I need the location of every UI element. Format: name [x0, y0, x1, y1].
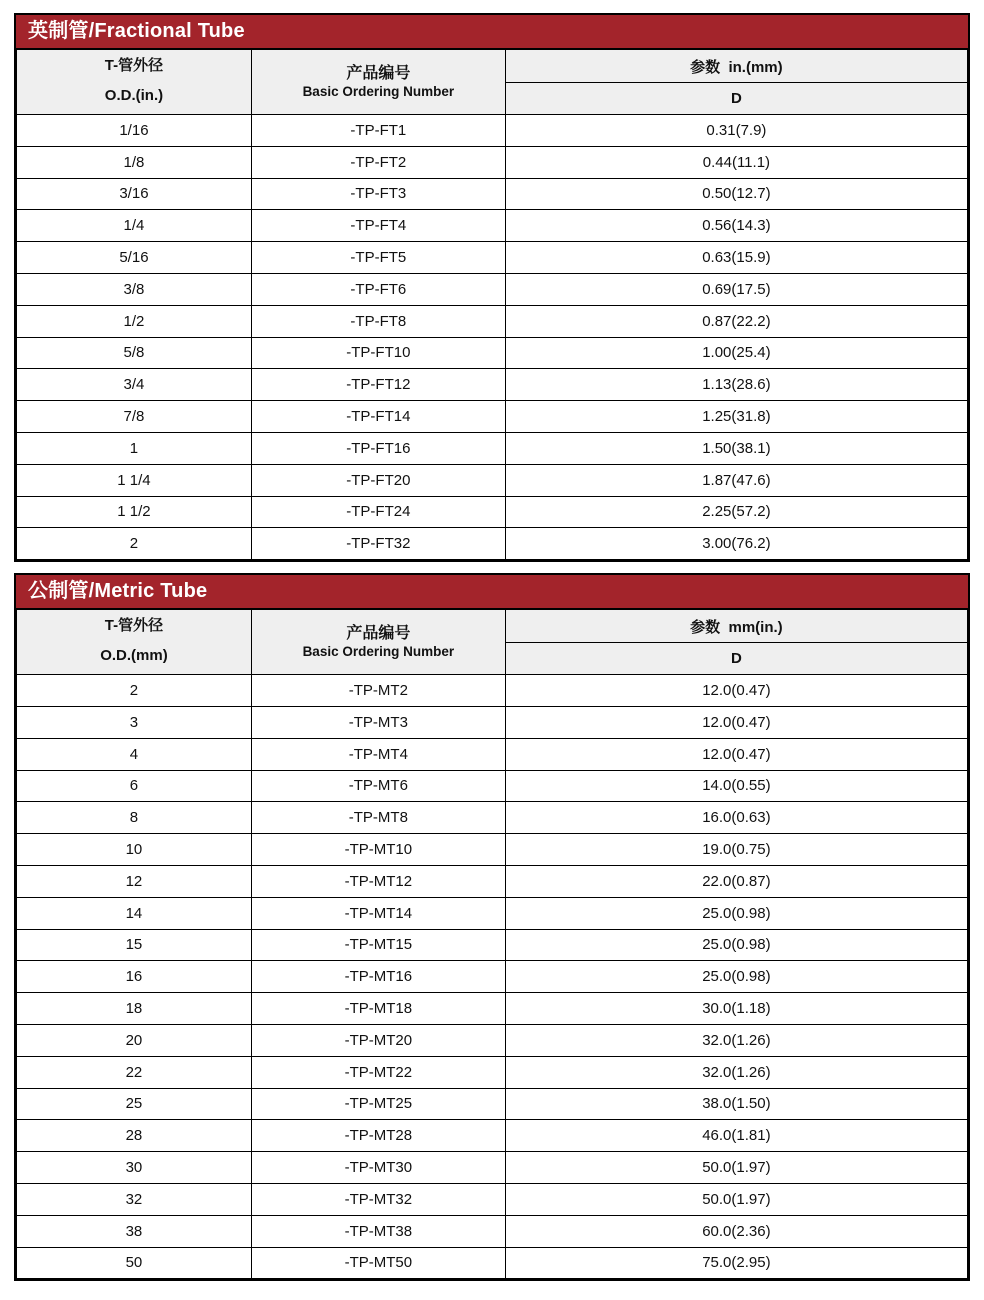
- table-row: [17, 401, 968, 433]
- param-d-cell: 60.0(2.36): [505, 1215, 967, 1247]
- fractional-tube-rows: [17, 115, 968, 560]
- param-d-cell: 32.0(1.26): [505, 1024, 967, 1056]
- metric-tube-rows: [17, 675, 968, 1279]
- od-cell: 14: [17, 897, 252, 929]
- param-d-cell: 12.0(0.47): [505, 675, 967, 707]
- table-row: [17, 1247, 968, 1279]
- table-row: [17, 929, 968, 961]
- param-d-cell: 0.31(7.9): [505, 115, 967, 147]
- ordering-number-cell: -TP-MT4: [251, 738, 505, 770]
- od-cell: 18: [17, 993, 252, 1025]
- table-row: [17, 242, 968, 274]
- fractional-tube-section: [14, 13, 970, 562]
- param-d-cell: 12.0(0.47): [505, 738, 967, 770]
- table-row: [17, 178, 968, 210]
- od-cell: 15: [17, 929, 252, 961]
- table-row: [17, 337, 968, 369]
- ordering-number-cell: -TP-MT16: [251, 961, 505, 993]
- od-cell: 3/16: [17, 178, 252, 210]
- table-row: [17, 305, 968, 337]
- ordering-number-cell: -TP-FT5: [251, 242, 505, 274]
- od-cell: 1/2: [17, 305, 252, 337]
- param-d-cell: 75.0(2.95): [505, 1247, 967, 1279]
- param-d-cell: 0.87(22.2): [505, 305, 967, 337]
- od-cell: 3/4: [17, 369, 252, 401]
- header-od-unit: O.D.(in.): [104, 87, 164, 104]
- table-row: [17, 369, 968, 401]
- header-od-zh: T-管外径: [104, 617, 164, 635]
- table-row: [17, 273, 968, 305]
- header-param-d: D: [505, 643, 967, 675]
- ordering-number-cell: -TP-MT28: [251, 1120, 505, 1152]
- param-d-cell: 0.50(12.7): [505, 178, 967, 210]
- section-title-banner: 公制管/Metric Tube: [16, 575, 968, 609]
- od-cell: 1 1/2: [17, 496, 252, 528]
- ordering-number-cell: -TP-FT4: [251, 210, 505, 242]
- od-cell: 2: [17, 528, 252, 560]
- header-ordering-number-en: Basic Ordering Number: [302, 84, 455, 99]
- header-od-zh: T-管外径: [104, 57, 164, 74]
- od-cell: 3/8: [17, 273, 252, 305]
- param-d-cell: 25.0(0.98): [505, 929, 967, 961]
- ordering-number-cell: -TP-FT20: [251, 464, 505, 496]
- param-d-cell: 3.00(76.2): [505, 528, 967, 560]
- od-cell: 12: [17, 865, 252, 897]
- table-row: [17, 993, 968, 1025]
- ordering-number-cell: -TP-FT3: [251, 178, 505, 210]
- ordering-number-cell: -TP-FT2: [251, 146, 505, 178]
- table-row: [17, 528, 968, 560]
- header-ordering-number: [251, 610, 505, 675]
- od-cell: 22: [17, 1056, 252, 1088]
- param-d-cell: 1.25(31.8): [505, 401, 967, 433]
- ordering-number-cell: -TP-MT38: [251, 1215, 505, 1247]
- ordering-number-cell: -TP-MT50: [251, 1247, 505, 1279]
- od-cell: 1/16: [17, 115, 252, 147]
- table-row: [17, 961, 968, 993]
- param-d-cell: 0.56(14.3): [505, 210, 967, 242]
- param-d-cell: 25.0(0.98): [505, 961, 967, 993]
- od-cell: 50: [17, 1247, 252, 1279]
- param-d-cell: 0.69(17.5): [505, 273, 967, 305]
- param-d-cell: 0.44(11.1): [505, 146, 967, 178]
- od-cell: 38: [17, 1215, 252, 1247]
- ordering-number-cell: -TP-MT22: [251, 1056, 505, 1088]
- param-d-cell: 1.00(25.4): [505, 337, 967, 369]
- od-cell: 1: [17, 432, 252, 464]
- metric-tube-table: [16, 609, 968, 1279]
- od-cell: 1/4: [17, 210, 252, 242]
- param-d-cell: 1.50(38.1): [505, 432, 967, 464]
- od-cell: 8: [17, 802, 252, 834]
- ordering-number-cell: -TP-FT1: [251, 115, 505, 147]
- od-cell: 3: [17, 706, 252, 738]
- ordering-number-cell: -TP-FT12: [251, 369, 505, 401]
- table-row: [17, 1152, 968, 1184]
- param-d-cell: 19.0(0.75): [505, 834, 967, 866]
- ordering-number-cell: -TP-MT8: [251, 802, 505, 834]
- table-row: [17, 146, 968, 178]
- param-d-cell: 1.13(28.6): [505, 369, 967, 401]
- ordering-number-cell: -TP-MT3: [251, 706, 505, 738]
- header-param-d: D: [505, 83, 967, 115]
- table-row: [17, 1056, 968, 1088]
- od-cell: 1 1/4: [17, 464, 252, 496]
- table-row: [17, 1120, 968, 1152]
- ordering-number-cell: -TP-MT20: [251, 1024, 505, 1056]
- param-d-cell: 22.0(0.87): [505, 865, 967, 897]
- header-od: [17, 610, 252, 675]
- param-d-cell: 38.0(1.50): [505, 1088, 967, 1120]
- header-od-unit: O.D.(mm): [100, 647, 168, 665]
- header-ordering-number: [251, 50, 505, 115]
- section-title-banner: 英制管/Fractional Tube: [16, 15, 968, 49]
- ordering-number-cell: -TP-MT18: [251, 993, 505, 1025]
- table-row: [17, 496, 968, 528]
- header-ordering-number-en: Basic Ordering Number: [302, 644, 455, 660]
- od-cell: 16: [17, 961, 252, 993]
- ordering-number-cell: -TP-FT32: [251, 528, 505, 560]
- ordering-number-cell: -TP-MT15: [251, 929, 505, 961]
- param-d-cell: 50.0(1.97): [505, 1183, 967, 1215]
- header-ordering-number-zh: 产品编号: [346, 625, 411, 643]
- table-row: [17, 834, 968, 866]
- ordering-number-cell: -TP-FT8: [251, 305, 505, 337]
- od-cell: 5/8: [17, 337, 252, 369]
- od-cell: 30: [17, 1152, 252, 1184]
- table-row: [17, 865, 968, 897]
- ordering-number-cell: -TP-MT10: [251, 834, 505, 866]
- param-d-cell: 1.87(47.6): [505, 464, 967, 496]
- table-row: [17, 802, 968, 834]
- param-d-cell: 50.0(1.97): [505, 1152, 967, 1184]
- od-cell: 7/8: [17, 401, 252, 433]
- table-row: [17, 115, 968, 147]
- ordering-number-cell: -TP-FT24: [251, 496, 505, 528]
- param-d-cell: 12.0(0.47): [505, 706, 967, 738]
- od-cell: 6: [17, 770, 252, 802]
- od-cell: 28: [17, 1120, 252, 1152]
- od-cell: 32: [17, 1183, 252, 1215]
- param-d-cell: 25.0(0.98): [505, 897, 967, 929]
- od-cell: 20: [17, 1024, 252, 1056]
- metric-tube-section: [14, 573, 970, 1281]
- ordering-number-cell: -TP-MT14: [251, 897, 505, 929]
- header-param: 参数 mm(in.): [505, 610, 967, 643]
- table-row: [17, 432, 968, 464]
- ordering-number-cell: -TP-FT10: [251, 337, 505, 369]
- table-row: [17, 738, 968, 770]
- ordering-number-cell: -TP-FT6: [251, 273, 505, 305]
- ordering-number-cell: -TP-FT14: [251, 401, 505, 433]
- od-cell: 10: [17, 834, 252, 866]
- ordering-number-cell: -TP-MT25: [251, 1088, 505, 1120]
- table-row: [17, 897, 968, 929]
- header-param: 参数 in.(mm): [505, 50, 967, 83]
- table-row: [17, 1088, 968, 1120]
- ordering-number-cell: -TP-MT30: [251, 1152, 505, 1184]
- header-ordering-number-zh: 产品编号: [346, 65, 411, 82]
- param-d-cell: 16.0(0.63): [505, 802, 967, 834]
- od-cell: 4: [17, 738, 252, 770]
- ordering-number-cell: -TP-MT32: [251, 1183, 505, 1215]
- param-d-cell: 0.63(15.9): [505, 242, 967, 274]
- od-cell: 1/8: [17, 146, 252, 178]
- od-cell: 2: [17, 675, 252, 707]
- ordering-number-cell: -TP-MT12: [251, 865, 505, 897]
- ordering-number-cell: -TP-FT16: [251, 432, 505, 464]
- table-row: [17, 1024, 968, 1056]
- table-row: [17, 1183, 968, 1215]
- table-row: [17, 706, 968, 738]
- fractional-tube-table: [16, 49, 968, 560]
- param-d-cell: 30.0(1.18): [505, 993, 967, 1025]
- table-row: [17, 1215, 968, 1247]
- table-row: [17, 770, 968, 802]
- param-d-cell: 46.0(1.81): [505, 1120, 967, 1152]
- ordering-number-cell: -TP-MT6: [251, 770, 505, 802]
- param-d-cell: 2.25(57.2): [505, 496, 967, 528]
- ordering-number-cell: -TP-MT2: [251, 675, 505, 707]
- od-cell: 25: [17, 1088, 252, 1120]
- header-od: [17, 50, 252, 115]
- table-row: [17, 210, 968, 242]
- od-cell: 5/16: [17, 242, 252, 274]
- table-row: [17, 464, 968, 496]
- table-row: [17, 675, 968, 707]
- param-d-cell: 32.0(1.26): [505, 1056, 967, 1088]
- param-d-cell: 14.0(0.55): [505, 770, 967, 802]
